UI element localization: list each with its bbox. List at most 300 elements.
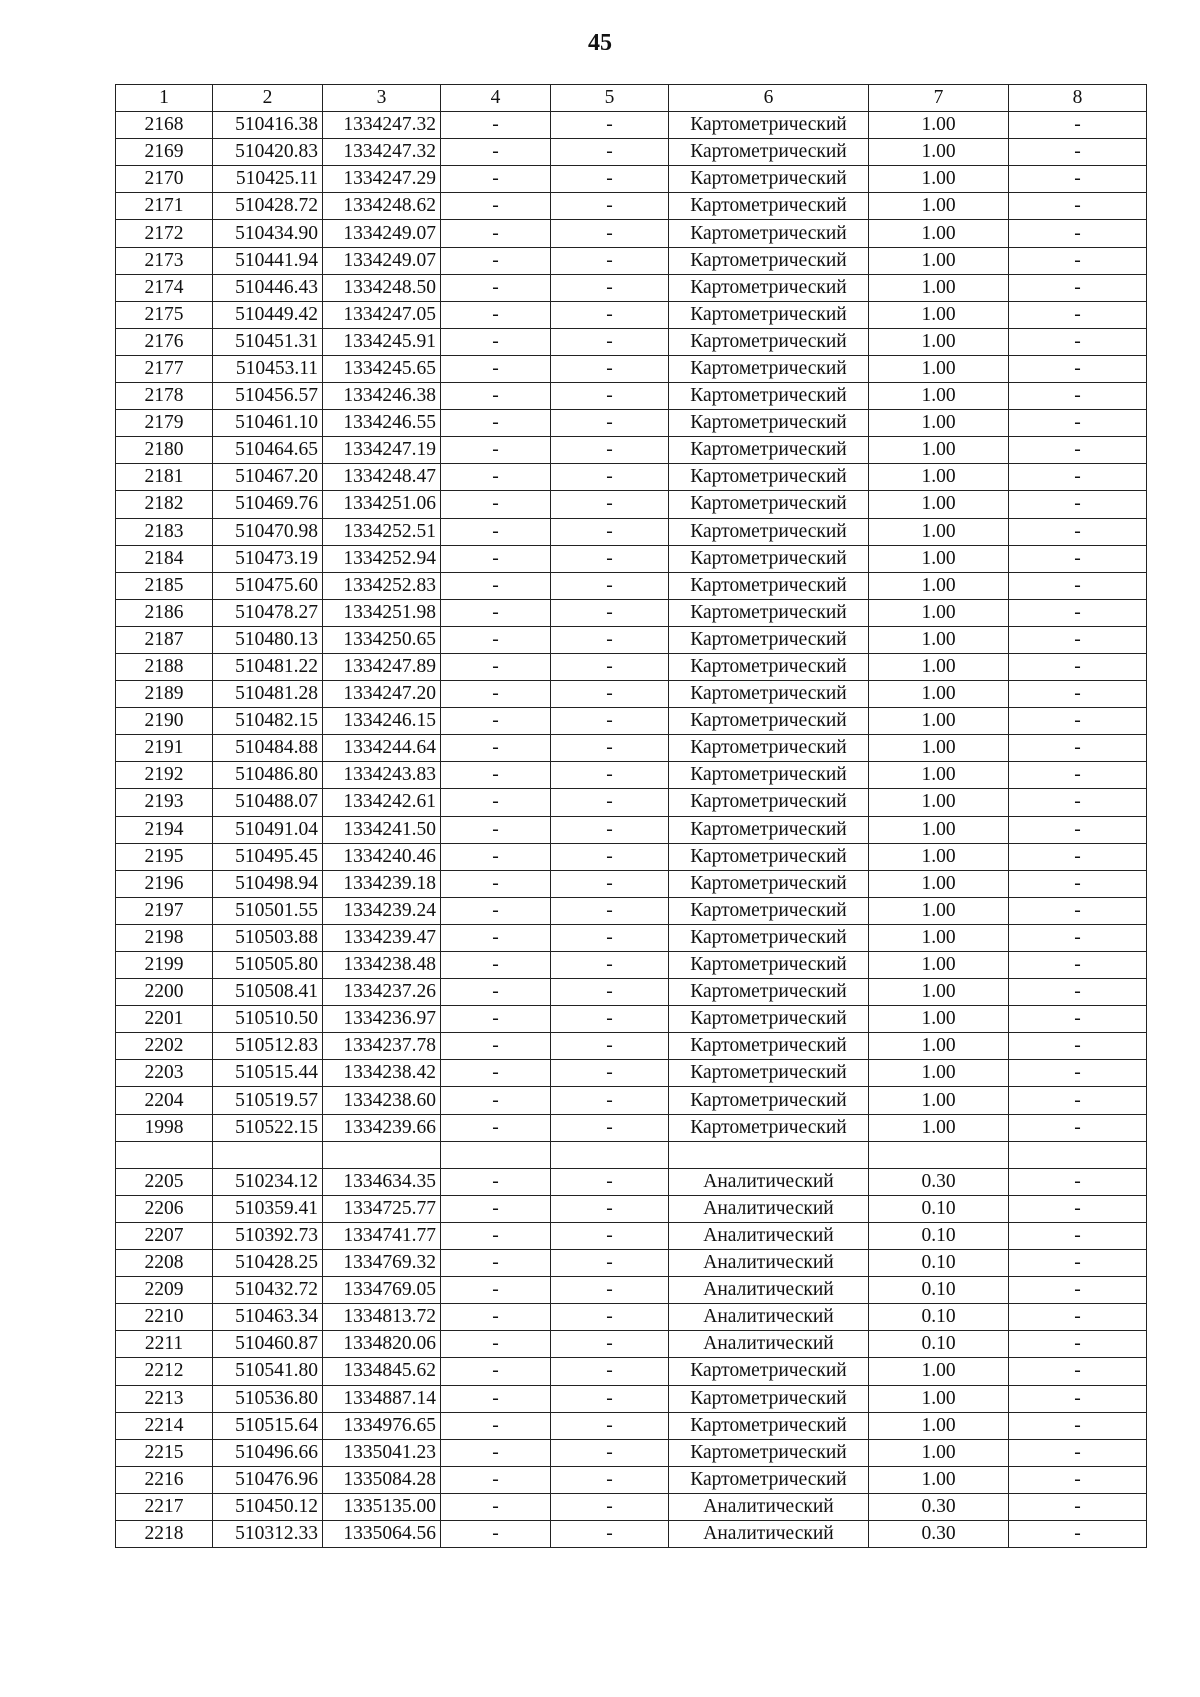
table-row — [116, 626, 1147, 653]
table-cell: 1.00 — [869, 166, 1009, 193]
table-cell: 0.10 — [869, 1304, 1009, 1331]
table-cell: Картометрический — [669, 816, 869, 843]
table-cell: 510480.13 — [213, 626, 323, 653]
table-cell: - — [551, 437, 669, 464]
table-cell: 1334237.78 — [323, 1033, 441, 1060]
table-cell: 510312.33 — [213, 1520, 323, 1547]
table-cell: 510503.88 — [213, 924, 323, 951]
table-cell: - — [1009, 626, 1147, 653]
table-cell: - — [441, 708, 551, 735]
table-cell: 1334244.64 — [323, 735, 441, 762]
table-cell: Картометрический — [669, 1412, 869, 1439]
table-cell: 2197 — [116, 897, 213, 924]
table-cell: - — [441, 1006, 551, 1033]
table-cell: 510453.11 — [213, 355, 323, 382]
table-row — [116, 112, 1147, 139]
table-cell: - — [441, 1304, 551, 1331]
table-cell: - — [1009, 870, 1147, 897]
table-cell: 1.00 — [869, 1006, 1009, 1033]
table-cell: - — [551, 1195, 669, 1222]
table-cell: - — [1009, 572, 1147, 599]
table-cell: 510470.98 — [213, 518, 323, 545]
table-cell: Картометрический — [669, 1033, 869, 1060]
table-cell: Картометрический — [669, 491, 869, 518]
table-cell: - — [551, 1520, 669, 1547]
table-cell: 2215 — [116, 1439, 213, 1466]
table-cell: 510416.38 — [213, 112, 323, 139]
table-cell: 1.00 — [869, 843, 1009, 870]
table-row — [116, 464, 1147, 491]
table-cell: - — [1009, 1195, 1147, 1222]
column-header: 7 — [869, 85, 1009, 112]
column-header: 1 — [116, 85, 213, 112]
table-cell: - — [551, 952, 669, 979]
table-cell: - — [441, 1385, 551, 1412]
table-cell: 2218 — [116, 1520, 213, 1547]
table-cell: - — [551, 1033, 669, 1060]
table-cell: Картометрический — [669, 572, 869, 599]
table-cell: - — [551, 1385, 669, 1412]
table-cell: 1334237.26 — [323, 979, 441, 1006]
table-row — [116, 1033, 1147, 1060]
table-cell: - — [441, 1114, 551, 1141]
table-cell: - — [551, 545, 669, 572]
table-cell: 510515.64 — [213, 1412, 323, 1439]
table-row — [116, 735, 1147, 762]
table-cell: - — [1009, 1412, 1147, 1439]
table-cell: 2194 — [116, 816, 213, 843]
table-cell: Картометрический — [669, 274, 869, 301]
table-cell: 1.00 — [869, 816, 1009, 843]
table-cell: - — [441, 355, 551, 382]
table-cell: 1334240.46 — [323, 843, 441, 870]
table-cell: - — [1009, 166, 1147, 193]
table-cell: Аналитический — [669, 1195, 869, 1222]
table-cell: Картометрический — [669, 355, 869, 382]
table-cell: - — [551, 789, 669, 816]
table-cell: - — [441, 437, 551, 464]
table-cell: Картометрический — [669, 1439, 869, 1466]
table-cell: - — [441, 410, 551, 437]
table-row — [116, 518, 1147, 545]
table-cell: Картометрический — [669, 843, 869, 870]
table-cell: - — [441, 166, 551, 193]
table-cell: 1334741.77 — [323, 1222, 441, 1249]
table-cell: - — [441, 545, 551, 572]
column-header: 6 — [669, 85, 869, 112]
table-cell: 1.00 — [869, 437, 1009, 464]
table-cell: 2217 — [116, 1493, 213, 1520]
table-cell: 2191 — [116, 735, 213, 762]
table-cell: 510505.80 — [213, 952, 323, 979]
table-cell: 0.30 — [869, 1168, 1009, 1195]
table-cell: - — [551, 599, 669, 626]
column-header: 2 — [213, 85, 323, 112]
table-cell: 1334246.55 — [323, 410, 441, 437]
table-cell: - — [1009, 464, 1147, 491]
table-cell: 510512.83 — [213, 1033, 323, 1060]
table-cell: 1.00 — [869, 762, 1009, 789]
table-cell: 510482.15 — [213, 708, 323, 735]
table-cell: Картометрический — [669, 952, 869, 979]
table-cell: - — [1009, 1087, 1147, 1114]
table-cell: 1334239.47 — [323, 924, 441, 951]
table-cell: - — [1009, 274, 1147, 301]
table-cell: 2184 — [116, 545, 213, 572]
table-cell: 2195 — [116, 843, 213, 870]
table-cell: Картометрический — [669, 1114, 869, 1141]
table-cell: 1334239.18 — [323, 870, 441, 897]
table-cell: - — [551, 328, 669, 355]
table-cell: 1334238.42 — [323, 1060, 441, 1087]
table-cell: 1.00 — [869, 328, 1009, 355]
table-cell — [1009, 1141, 1147, 1168]
table-cell: 510425.11 — [213, 166, 323, 193]
table-cell: 2211 — [116, 1331, 213, 1358]
table-row — [116, 328, 1147, 355]
table-cell: 510450.12 — [213, 1493, 323, 1520]
table-cell: 510460.87 — [213, 1331, 323, 1358]
table-cell: Аналитический — [669, 1222, 869, 1249]
table-cell: 510359.41 — [213, 1195, 323, 1222]
table-cell: - — [551, 979, 669, 1006]
table-cell: Картометрический — [669, 112, 869, 139]
table-cell: - — [551, 1358, 669, 1385]
table-cell: Аналитический — [669, 1304, 869, 1331]
table-cell: 510476.96 — [213, 1466, 323, 1493]
table-cell: 510501.55 — [213, 897, 323, 924]
table-cell: 2204 — [116, 1087, 213, 1114]
table-cell: 2178 — [116, 383, 213, 410]
table-cell: 1.00 — [869, 1466, 1009, 1493]
table-cell: 1334247.32 — [323, 139, 441, 166]
table-cell: - — [441, 789, 551, 816]
table-cell: 1.00 — [869, 979, 1009, 1006]
table-row — [116, 274, 1147, 301]
table-cell: 1334976.65 — [323, 1412, 441, 1439]
table-cell: Картометрический — [669, 762, 869, 789]
table-cell: 1334238.48 — [323, 952, 441, 979]
table-cell: 1334820.06 — [323, 1331, 441, 1358]
table-cell: 1334887.14 — [323, 1385, 441, 1412]
table-cell: Картометрический — [669, 924, 869, 951]
table-cell: Картометрический — [669, 653, 869, 680]
table-cell: - — [441, 1222, 551, 1249]
table-cell: - — [1009, 193, 1147, 220]
table-cell: Картометрический — [669, 545, 869, 572]
table-cell: 1.00 — [869, 1358, 1009, 1385]
table-row — [116, 1141, 1147, 1168]
table-cell: 510234.12 — [213, 1168, 323, 1195]
table-cell: 2174 — [116, 274, 213, 301]
table-cell: 1.00 — [869, 681, 1009, 708]
table-cell: Картометрический — [669, 870, 869, 897]
table-row — [116, 1168, 1147, 1195]
table-cell: - — [441, 383, 551, 410]
table-cell: Картометрический — [669, 410, 869, 437]
table-cell: 1334247.29 — [323, 166, 441, 193]
table-row — [116, 924, 1147, 951]
table-cell: 1334247.20 — [323, 681, 441, 708]
table-cell: 1334245.65 — [323, 355, 441, 382]
table-cell: 510522.15 — [213, 1114, 323, 1141]
column-header: 8 — [1009, 85, 1147, 112]
table-cell: 1.00 — [869, 1114, 1009, 1141]
table-cell: 1334252.83 — [323, 572, 441, 599]
table-cell: - — [1009, 301, 1147, 328]
table-row — [116, 247, 1147, 274]
table-row — [116, 599, 1147, 626]
table-cell: 2198 — [116, 924, 213, 951]
table-cell: Аналитический — [669, 1331, 869, 1358]
table-cell: 1334249.07 — [323, 247, 441, 274]
table-cell: 2190 — [116, 708, 213, 735]
table-row — [116, 193, 1147, 220]
header-row — [116, 85, 1147, 112]
table-cell: 1334845.62 — [323, 1358, 441, 1385]
table-row — [116, 1304, 1147, 1331]
table-cell: 2196 — [116, 870, 213, 897]
table-cell: 2212 — [116, 1358, 213, 1385]
table-cell: 510473.19 — [213, 545, 323, 572]
table-cell — [869, 1141, 1009, 1168]
table-cell: 2189 — [116, 681, 213, 708]
table-cell: Картометрический — [669, 464, 869, 491]
table-cell: - — [1009, 1331, 1147, 1358]
table-cell: - — [551, 193, 669, 220]
table-cell: - — [1009, 681, 1147, 708]
table-cell: 1.00 — [869, 1412, 1009, 1439]
table-cell: 1335135.00 — [323, 1493, 441, 1520]
table-cell — [441, 1141, 551, 1168]
table-cell: 2210 — [116, 1304, 213, 1331]
table-cell: 2192 — [116, 762, 213, 789]
table-cell — [669, 1141, 869, 1168]
table-cell: 510495.45 — [213, 843, 323, 870]
table-cell: - — [1009, 924, 1147, 951]
table-cell: 510496.66 — [213, 1439, 323, 1466]
column-header: 5 — [551, 85, 669, 112]
table-row — [116, 1087, 1147, 1114]
table-cell: 2180 — [116, 437, 213, 464]
table-row — [116, 979, 1147, 1006]
table-cell: - — [1009, 1222, 1147, 1249]
table-cell: 1334247.19 — [323, 437, 441, 464]
table-cell: 1.00 — [869, 491, 1009, 518]
table-cell: 1.00 — [869, 193, 1009, 220]
table-cell: 1.00 — [869, 247, 1009, 274]
table-cell: 510510.50 — [213, 1006, 323, 1033]
table-cell: - — [551, 274, 669, 301]
table-cell: 1334248.50 — [323, 274, 441, 301]
table-cell: - — [441, 843, 551, 870]
table-cell: 510484.88 — [213, 735, 323, 762]
table-cell: 2169 — [116, 139, 213, 166]
table-cell: - — [551, 1006, 669, 1033]
table-cell: - — [441, 1060, 551, 1087]
table-cell: - — [1009, 247, 1147, 274]
table-cell: - — [441, 870, 551, 897]
table-cell: 1334247.05 — [323, 301, 441, 328]
table-cell: 1998 — [116, 1114, 213, 1141]
table-cell: - — [441, 1195, 551, 1222]
table-cell: - — [441, 572, 551, 599]
table-cell: - — [441, 1087, 551, 1114]
table-cell: 0.10 — [869, 1250, 1009, 1277]
table-row — [116, 816, 1147, 843]
table-cell: - — [441, 139, 551, 166]
table-cell: 510515.44 — [213, 1060, 323, 1087]
table-cell: Картометрический — [669, 1466, 869, 1493]
table-cell: 1.00 — [869, 274, 1009, 301]
table-cell: 1.00 — [869, 545, 1009, 572]
table-row — [116, 220, 1147, 247]
table-cell: 510456.57 — [213, 383, 323, 410]
table-cell: 1.00 — [869, 1033, 1009, 1060]
table-cell: - — [551, 112, 669, 139]
table-row — [116, 789, 1147, 816]
table-cell: 2216 — [116, 1466, 213, 1493]
table-cell: 510428.72 — [213, 193, 323, 220]
table-cell: - — [551, 355, 669, 382]
table-cell: Картометрический — [669, 979, 869, 1006]
table-row — [116, 1060, 1147, 1087]
table-cell: 1335041.23 — [323, 1439, 441, 1466]
table-cell: - — [1009, 355, 1147, 382]
table-cell: - — [1009, 599, 1147, 626]
table-cell: Аналитический — [669, 1277, 869, 1304]
table-cell: - — [1009, 383, 1147, 410]
table-row — [116, 897, 1147, 924]
table-cell: 1.00 — [869, 572, 1009, 599]
table-cell: 1334239.24 — [323, 897, 441, 924]
table-cell: 510463.34 — [213, 1304, 323, 1331]
table-cell: 1.00 — [869, 518, 1009, 545]
table-row — [116, 410, 1147, 437]
table-cell: Картометрический — [669, 193, 869, 220]
table-cell: - — [441, 653, 551, 680]
table-cell: - — [1009, 518, 1147, 545]
table-row — [116, 1114, 1147, 1141]
table-cell: Картометрический — [669, 1087, 869, 1114]
table-cell: 1334239.66 — [323, 1114, 441, 1141]
table-cell: - — [551, 1114, 669, 1141]
table-cell: 2188 — [116, 653, 213, 680]
table-cell: 1.00 — [869, 924, 1009, 951]
table-cell: - — [1009, 1060, 1147, 1087]
table-cell: - — [441, 924, 551, 951]
table-cell: - — [551, 653, 669, 680]
table-cell: 2183 — [116, 518, 213, 545]
table-cell: 1334248.62 — [323, 193, 441, 220]
table-cell: - — [441, 952, 551, 979]
table-cell: 1.00 — [869, 870, 1009, 897]
table-row — [116, 1250, 1147, 1277]
table-cell: 0.10 — [869, 1195, 1009, 1222]
table-cell: 2172 — [116, 220, 213, 247]
table-row — [116, 1412, 1147, 1439]
table-cell: - — [551, 1222, 669, 1249]
table-cell: - — [441, 491, 551, 518]
table-cell: Картометрический — [669, 735, 869, 762]
table-cell — [551, 1141, 669, 1168]
table-cell: Картометрический — [669, 1060, 869, 1087]
table-cell: 2176 — [116, 328, 213, 355]
table-cell: - — [551, 708, 669, 735]
table-cell: 510469.76 — [213, 491, 323, 518]
table-cell: - — [441, 1331, 551, 1358]
table-cell: 1334813.72 — [323, 1304, 441, 1331]
table-cell: 1.00 — [869, 1060, 1009, 1087]
table-cell: 1.00 — [869, 653, 1009, 680]
table-row — [116, 301, 1147, 328]
column-header: 3 — [323, 85, 441, 112]
table-cell: 2185 — [116, 572, 213, 599]
table-row — [116, 1277, 1147, 1304]
table-cell: 510486.80 — [213, 762, 323, 789]
table-cell: 2182 — [116, 491, 213, 518]
table-cell: 510451.31 — [213, 328, 323, 355]
table-cell: - — [551, 1250, 669, 1277]
table-cell: - — [551, 464, 669, 491]
table-cell: Картометрический — [669, 383, 869, 410]
table-cell: 1.00 — [869, 301, 1009, 328]
table-cell: - — [551, 870, 669, 897]
table-cell: 1334238.60 — [323, 1087, 441, 1114]
table-row — [116, 1195, 1147, 1222]
table-cell: Картометрический — [669, 301, 869, 328]
table-cell: Картометрический — [669, 437, 869, 464]
table-cell: 510541.80 — [213, 1358, 323, 1385]
table-cell — [116, 1141, 213, 1168]
table-cell: 510478.27 — [213, 599, 323, 626]
table-cell: - — [551, 220, 669, 247]
table-cell: 1.00 — [869, 139, 1009, 166]
table-cell: - — [1009, 816, 1147, 843]
table-cell: 510491.04 — [213, 816, 323, 843]
table-row — [116, 1520, 1147, 1547]
table-cell: 0.10 — [869, 1277, 1009, 1304]
table-cell: - — [551, 572, 669, 599]
table-cell: Картометрический — [669, 708, 869, 735]
table-cell: - — [551, 166, 669, 193]
table-row — [116, 762, 1147, 789]
table-cell: - — [551, 247, 669, 274]
table-cell: Аналитический — [669, 1250, 869, 1277]
table-cell: - — [1009, 789, 1147, 816]
table-cell: 2171 — [116, 193, 213, 220]
table-cell: - — [1009, 897, 1147, 924]
table-header — [116, 85, 1147, 112]
table-cell: 2181 — [116, 464, 213, 491]
table-cell: - — [551, 626, 669, 653]
table-cell: 1334236.97 — [323, 1006, 441, 1033]
table-cell: - — [551, 1168, 669, 1195]
table-cell — [213, 1141, 323, 1168]
table-cell: 1334247.89 — [323, 653, 441, 680]
table-cell: - — [551, 1331, 669, 1358]
table-cell: 1.00 — [869, 1087, 1009, 1114]
table-cell: - — [441, 220, 551, 247]
table-cell: - — [1009, 437, 1147, 464]
table-cell: - — [441, 1033, 551, 1060]
table-cell: 1334725.77 — [323, 1195, 441, 1222]
table-row — [116, 843, 1147, 870]
table-cell: 0.10 — [869, 1222, 1009, 1249]
table-cell — [323, 1141, 441, 1168]
table-cell: 510434.90 — [213, 220, 323, 247]
table-cell: - — [1009, 1304, 1147, 1331]
